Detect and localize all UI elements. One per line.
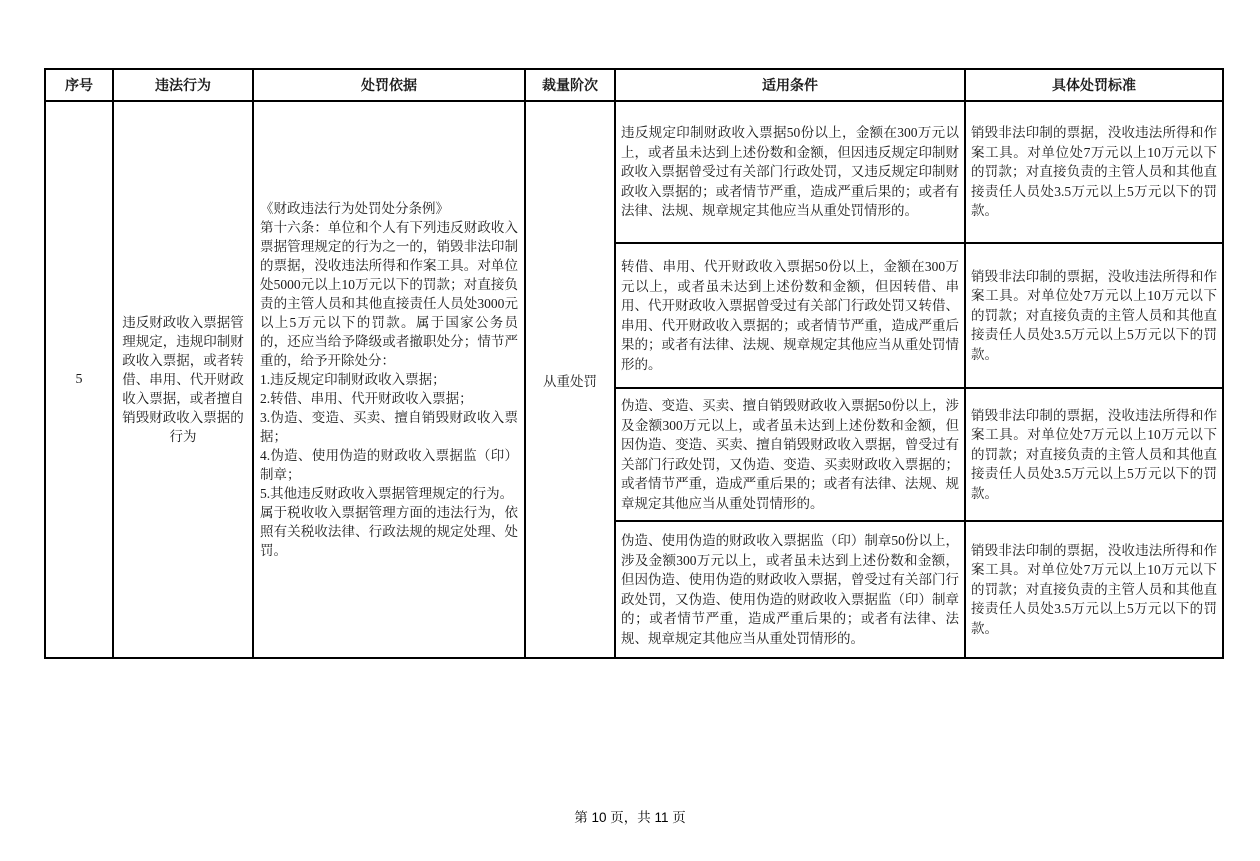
penalty-discretion-table	[44, 68, 1224, 659]
basis-item-1: 1.违反规定印制财政收入票据；	[260, 372, 446, 387]
basis-article-text: 第十六条：单位和个人有下列违反财政收入票据管理规定的行为之一的，销毁非法印制的票据，没收违法所得和作案工具。对单位处5000元以上10万元以下的罚款；对直接负责的主管人员和其他直接责任人员处3000元以上5万元以下的罚款。属于国家公务员的，还应当给予降级或者撤职处分；情节严重的，给予开除处分：	[260, 220, 518, 368]
basis-item-4: 4.伪造、使用伪造的财政收入票据监（印）制章；	[260, 448, 518, 482]
page-number-indicator: 第 10 页，共 11 页	[574, 810, 686, 825]
basis-tax-note: 属于税收收入票据管理方面的违法行为，依照有关税收法律、行政法规的规定处理、处罚。	[260, 505, 518, 558]
column-header-discretion-level: 裁量阶次	[525, 69, 615, 101]
column-header-standards: 具体处罚标准	[965, 69, 1223, 101]
condition-cell-1: 违反规定印制财政收入票据50份以上，金额在300万元以上，或者虽未达到上述份数和金额，但因违反规定印制财政收入票据曾受过有关部门行政处罚，又违反规定印制财政收入票据的；或者情节严重，造成严重后果的；或者有法律、法规、规章规定其他应当从重处罚情形的。	[615, 101, 965, 243]
column-header-basis: 处罚依据	[253, 69, 525, 101]
standard-cell-3: 销毁非法印制的票据，没收违法所得和作案工具。对单位处7万元以上10万元以下的罚款；对直接负责的主管人员和其他直接责任人员处3.5万元以上5万元以下的罚款。	[965, 388, 1223, 521]
basis-item-5: 5.其他违反财政收入票据管理规定的行为。	[260, 486, 514, 501]
standard-cell-2: 销毁非法印制的票据，没收违法所得和作案工具。对单位处7万元以上10万元以下的罚款；对直接负责的主管人员和其他直接责任人员处3.5万元以上5万元以下的罚款。	[965, 243, 1223, 388]
condition-cell-3: 伪造、变造、买卖、擅自销毁财政收入票据50份以上，涉及金额300万元以上，或者虽未达到上述份数和金额，但因伪造、变造、买卖、擅自销毁财政收入票据，曾受过有关部门行政处罚，又伪造、变造、买卖财政收入票据的；或者情节严重，造成严重后果的；或者有法律、法规、规章规定其他应当从重处罚情形的。	[615, 388, 965, 521]
column-header-conditions: 适用条件	[615, 69, 965, 101]
column-header-violation: 违法行为	[113, 69, 253, 101]
condition-cell-2: 转借、串用、代开财政收入票据50份以上，金额在300万元以上，或者虽未达到上述份数和金额，但因转借、串用、代开财政收入票据曾受过有关部门行政处罚又转借、串用、代开财政收入票据的；或者情节严重，造成严重后果的；或者有法律、法规、规章规定其他应当从重处罚情形的。	[615, 243, 965, 388]
standard-cell-1: 销毁非法印制的票据，没收违法所得和作案工具。对单位处7万元以上10万元以下的罚款；对直接负责的主管人员和其他直接责任人员处3.5万元以上5万元以下的罚款。	[965, 101, 1223, 243]
serial-number-cell: 5	[45, 101, 113, 658]
basis-item-2: 2.转借、串用、代开财政收入票据；	[260, 391, 473, 406]
table-row	[45, 101, 1223, 243]
standard-cell-4: 销毁非法印制的票据，没收违法所得和作案工具。对单位处7万元以上10万元以下的罚款；对直接负责的主管人员和其他直接责任人员处3.5万元以上5万元以下的罚款。	[965, 521, 1223, 658]
violation-behavior-cell: 违反财政收入票据管理规定，违规印制财政收入票据，或者转借、串用、代开财政收入票据，或者擅自销毁财政收入票据的行为	[113, 101, 253, 658]
penalty-basis-cell	[253, 101, 525, 658]
discretion-level-cell: 从重处罚	[525, 101, 615, 658]
column-header-serial: 序号	[45, 69, 113, 101]
basis-item-3: 3.伪造、变造、买卖、擅自销毁财政收入票据；	[260, 410, 518, 444]
condition-cell-4: 伪造、使用伪造的财政收入票据监（印）制章50份以上，涉及金额300万元以上，或者虽未达到上述份数和金额，但因伪造、使用伪造的财政收入票据，曾受过有关部门行政处罚，又伪造、使用伪造的财政收入票据监（印）制章的；或者情节严重，造成严重后果的；或者有法律、法规、规章规定其他应当从重处罚情形的。	[615, 521, 965, 658]
basis-regulation-title: 《财政违法行为处罚处分条例》	[260, 201, 449, 216]
table-header-row	[45, 69, 1223, 101]
